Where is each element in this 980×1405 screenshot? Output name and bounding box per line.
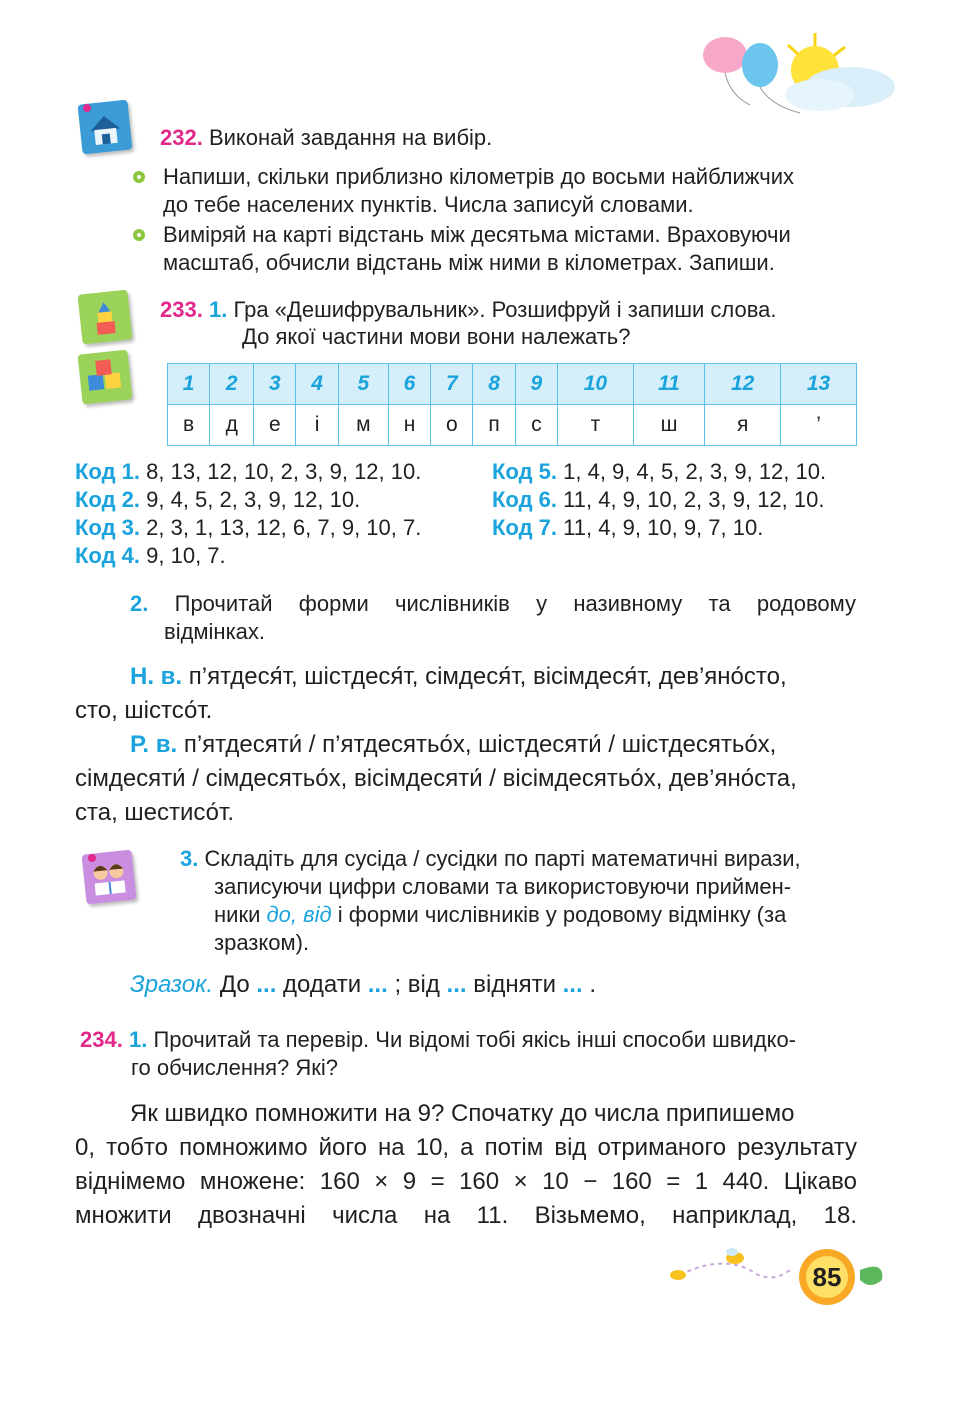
table-cell: м [338, 405, 388, 446]
exercise-233-part1: 233. 1. Гра «Дешифрувальник». Розшифруй і запиши слова. [160, 297, 777, 322]
code-line: Код 6. 11, 4, 9, 10, 2, 3, 9, 12, 10. [492, 487, 825, 512]
table-cell: 13 [781, 364, 857, 405]
table-cell: і [296, 405, 338, 446]
table-cell: п [473, 405, 515, 446]
part-number: 1. [128, 1027, 148, 1052]
table-cell: 10 [557, 364, 633, 405]
table-cell: т [557, 405, 633, 446]
codes-left [75, 458, 421, 570]
sticker-pin [83, 104, 91, 112]
table-cell: 8 [473, 364, 515, 405]
bullet-icon [133, 171, 145, 183]
table-cell: ш [633, 405, 704, 446]
table-cell: н [388, 405, 430, 446]
exercise-234-paragraph: Як швидко помножити на 9? Спочатку до числа припишемо 0, тобто помножимо його на 10, а потім від отриманого результату віднімемо множене: 160 × 9 = 160 × 10 − 160 = 1 440. Цікаво множити двозначні числа на 11. Візьмемо, наприклад, 18. [75, 1100, 857, 1229]
table-cell: 4 [296, 364, 338, 405]
bullet-item: Напиши, скільки приблизно кілометрів до восьми найближчих до тебе населених пунктів. Числа записуй словами. [163, 164, 795, 217]
table-cell: с [515, 405, 557, 446]
exercise-number: 232. [160, 125, 203, 150]
table-cell: ’ [781, 405, 857, 446]
code-line: Код 7. 11, 4, 9, 10, 9, 7, 10. [492, 515, 764, 540]
genitive-forms: Р. в. п’ятдесяти́ / п’ятдесятьо́х, шістдесяти́ / шістдесятьо́х, сімдесяти́ / сімдесятьо́х, вісімдесяти́ / вісімдесятьо́х, дев’яно́ста, ста, шестисо́т. [75, 731, 797, 826]
table-cell: 12 [705, 364, 781, 405]
code-line: Код 1. 8, 13, 12, 10, 2, 3, 9, 12, 10. [75, 459, 422, 484]
exercise-233-part3: 3. Складіть для сусіда / сусідки по парті математичні вирази, записуючи цифри словами та використовуючи приймен- ники до, від і форми числівників у родовому відмінку (за зразком). [180, 846, 801, 955]
table-cell: 7 [431, 364, 473, 405]
code-line: Код 2. 9, 4, 5, 2, 3, 9, 12, 10. [75, 487, 361, 512]
part-number: 1. [208, 297, 228, 322]
table-cell: 9 [515, 364, 557, 405]
table-cell: я [705, 405, 781, 446]
bullet-icon [133, 229, 145, 241]
table-cell: д [210, 405, 254, 446]
exercise-232-heading [160, 124, 492, 152]
table-cell: 1 [168, 364, 210, 405]
table-cell: 3 [254, 364, 296, 405]
exercise-233-part1-line2: До якої частини мови вони належать? [242, 324, 631, 349]
table-cell: 5 [338, 364, 388, 405]
cipher-table [167, 363, 857, 446]
code-line: Код 5. 1, 4, 9, 4, 5, 2, 3, 9, 12, 10. [492, 459, 827, 484]
nominative-forms: Н. в. п’ятдеся́т, шістдеся́т, сімдеся́т, вісімдеся́т, дев’яно́сто, сто, шістсо́т. [75, 663, 787, 724]
part-number: 3. [180, 846, 199, 871]
exercise-title: Виконай завдання на вибір. [208, 125, 493, 150]
code-line: Код 3. 2, 3, 1, 13, 12, 6, 7, 9, 10, 7. [75, 515, 422, 540]
table-cell: 11 [633, 364, 704, 405]
bees-flower-decoration-icon [660, 1240, 890, 1315]
toy-blocks-sticker-icon [78, 290, 133, 345]
codes-right [492, 458, 826, 542]
abc-cubes-sticker-icon [78, 350, 133, 405]
exercise-234-part1: 234. 1. Прочитай та перевір. Чи відомі тобі якісь інші способи швидко- го обчислення? Які? [80, 1027, 797, 1080]
exercise-number: 233. [160, 297, 203, 322]
exercise-233-part2: 2. Прочитай форми числівників у називному та родовому відмінках. [130, 591, 856, 644]
sticker-pin [88, 854, 96, 862]
bullet-item: Виміряй на карті відстань між десятьма містами. Враховуючи масштаб, обчисли відстань між ними в кілометрах. Запиши. [163, 222, 791, 275]
table-cell: 2 [210, 364, 254, 405]
page-number: 85 [812, 1262, 842, 1292]
table-cell: о [431, 405, 473, 446]
balloons-sun-decoration-icon [690, 25, 920, 125]
table-cell: 6 [388, 364, 430, 405]
table-cell: в [168, 405, 210, 446]
sample-line: Зразок. До ... додати ... ; від ... відняти ... . [130, 971, 596, 998]
code-line: Код 4. 9, 10, 7. [75, 543, 226, 568]
table-cell: е [254, 405, 296, 446]
exercise-number: 234. [80, 1027, 123, 1052]
part-number: 2. [130, 591, 149, 616]
